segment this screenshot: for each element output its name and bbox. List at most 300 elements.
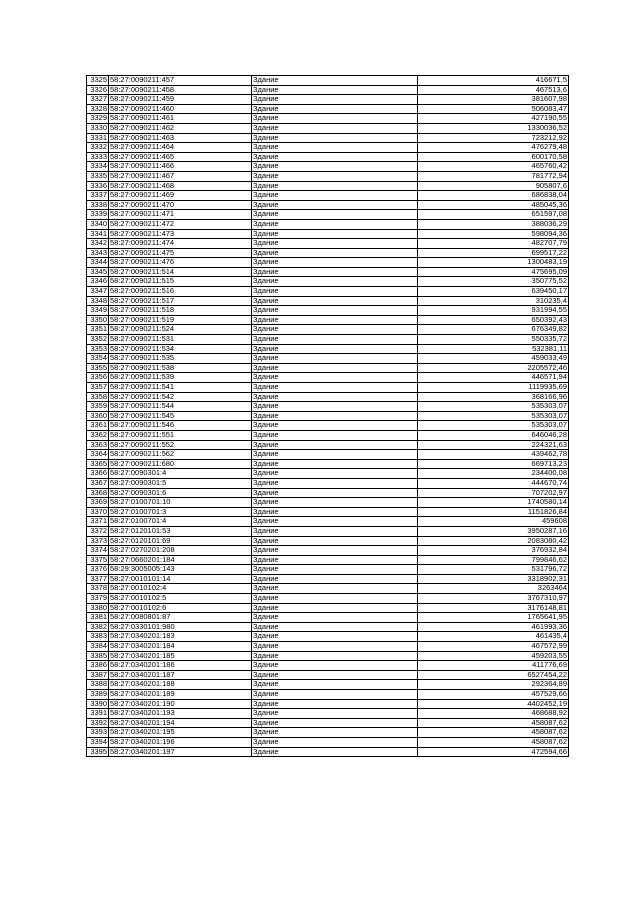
table-row (87, 718, 569, 728)
row-number-cell: 3388 (87, 680, 109, 690)
cadastral-number-cell: 58:27:0100701:4 (109, 517, 252, 527)
row-number-cell: 3332 (87, 143, 109, 153)
table-row (87, 488, 569, 498)
object-type-cell: Здание (252, 373, 418, 383)
cadastral-number-cell: 58:27:0120101:69 (109, 536, 252, 546)
cadastral-number-cell: 58:27:0090211:468 (109, 181, 252, 191)
value-cell: 1300483,19 (418, 258, 569, 268)
object-type-cell: Здание (252, 143, 418, 153)
value-cell: 416671,5 (418, 76, 569, 86)
object-type-cell: Здание (252, 574, 418, 584)
cadastral-number-cell: 58:27:0340201:187 (109, 670, 252, 680)
row-number-cell: 3394 (87, 737, 109, 747)
cadastral-number-cell: 58:27:0340201:184 (109, 642, 252, 652)
row-number-cell: 3376 (87, 565, 109, 575)
row-number-cell: 3369 (87, 498, 109, 508)
object-type-cell: Здание (252, 354, 418, 364)
object-type-cell: Здание (252, 430, 418, 440)
value-cell: 224321,63 (418, 440, 569, 450)
value-cell: 550335,72 (418, 335, 569, 345)
cadastral-number-cell: 58:27:0010102:5 (109, 594, 252, 604)
table-row (87, 478, 569, 488)
row-number-cell: 3352 (87, 335, 109, 345)
cadastral-number-cell: 58:27:0090211:473 (109, 229, 252, 239)
table-row (87, 325, 569, 335)
table-row (87, 85, 569, 95)
object-type-cell: Здание (252, 440, 418, 450)
value-cell: 931994,55 (418, 306, 569, 316)
value-cell: 535303,07 (418, 411, 569, 421)
object-type-cell: Здание (252, 123, 418, 133)
value-cell: 446571,94 (418, 373, 569, 383)
row-number-cell: 3383 (87, 632, 109, 642)
row-number-cell: 3337 (87, 191, 109, 201)
value-cell: 3318902,31 (418, 574, 569, 584)
row-number-cell: 3367 (87, 478, 109, 488)
table-row (87, 402, 569, 412)
table-row (87, 133, 569, 143)
table-row (87, 200, 569, 210)
row-number-cell: 3368 (87, 488, 109, 498)
object-type-cell: Здание (252, 699, 418, 709)
object-type-cell: Здание (252, 642, 418, 652)
object-type-cell: Здание (252, 114, 418, 124)
value-cell: 1740580,14 (418, 498, 569, 508)
table-row (87, 239, 569, 249)
table-row (87, 430, 569, 440)
value-cell: 467572,99 (418, 642, 569, 652)
value-cell: 482707,79 (418, 239, 569, 249)
object-type-cell: Здание (252, 315, 418, 325)
cadastral-number-cell: 58:27:0340201:197 (109, 747, 252, 757)
cadastral-number-cell: 58:27:0090211:475 (109, 248, 252, 258)
row-number-cell: 3359 (87, 402, 109, 412)
object-type-cell: Здание (252, 459, 418, 469)
table-row (87, 565, 569, 575)
value-cell: 458087,62 (418, 718, 569, 728)
row-number-cell: 3338 (87, 200, 109, 210)
value-cell: 475695,09 (418, 267, 569, 277)
value-cell: 381607,98 (418, 95, 569, 105)
cadastral-number-cell: 58:27:0010101:14 (109, 574, 252, 584)
cadastral-number-cell: 58:27:0120101:53 (109, 526, 252, 536)
cadastral-number-cell: 58:27:0090211:474 (109, 239, 252, 249)
table-row (87, 603, 569, 613)
row-number-cell: 3344 (87, 258, 109, 268)
cadastral-number-cell: 58:27:0090211:463 (109, 133, 252, 143)
object-type-cell: Здание (252, 526, 418, 536)
value-cell: 799846,62 (418, 555, 569, 565)
value-cell: 699517,22 (418, 248, 569, 258)
cadastral-number-cell: 58:27:0090211:472 (109, 219, 252, 229)
row-number-cell: 3334 (87, 162, 109, 172)
cadastral-number-cell: 58:27:0010102:6 (109, 603, 252, 613)
cadastral-number-cell: 58:27:0340201:185 (109, 651, 252, 661)
object-type-cell: Здание (252, 613, 418, 623)
table-row (87, 680, 569, 690)
table-row (87, 306, 569, 316)
value-cell: 461993,36 (418, 622, 569, 632)
table-row (87, 651, 569, 661)
cadastral-number-cell: 58:27:0090211:531 (109, 335, 252, 345)
value-cell: 388036,29 (418, 219, 569, 229)
table-row (87, 335, 569, 345)
row-number-cell: 3381 (87, 613, 109, 623)
row-number-cell: 3343 (87, 248, 109, 258)
table-row (87, 210, 569, 220)
row-number-cell: 3380 (87, 603, 109, 613)
row-number-cell: 3374 (87, 546, 109, 556)
value-cell: 234400,08 (418, 469, 569, 479)
object-type-cell: Здание (252, 411, 418, 421)
object-type-cell: Здание (252, 728, 418, 738)
value-cell: 3767310,97 (418, 594, 569, 604)
cadastral-number-cell: 58:27:0340201:193 (109, 709, 252, 719)
table-row (87, 181, 569, 191)
row-number-cell: 3362 (87, 430, 109, 440)
row-number-cell: 3360 (87, 411, 109, 421)
cadastral-number-cell: 58:27:0090211:467 (109, 171, 252, 181)
object-type-cell: Здание (252, 363, 418, 373)
object-type-cell: Здание (252, 344, 418, 354)
row-number-cell: 3336 (87, 181, 109, 191)
cadastral-number-cell: 58:27:0090211:546 (109, 421, 252, 431)
row-number-cell: 3382 (87, 622, 109, 632)
table-row (87, 277, 569, 287)
row-number-cell: 3333 (87, 152, 109, 162)
table-row (87, 661, 569, 671)
value-cell: 2205572,46 (418, 363, 569, 373)
value-cell: 646046,28 (418, 430, 569, 440)
table-row (87, 459, 569, 469)
value-cell: 444670,74 (418, 478, 569, 488)
row-number-cell: 3345 (87, 267, 109, 277)
table-row (87, 632, 569, 642)
value-cell: 368166,96 (418, 392, 569, 402)
object-type-cell: Здание (252, 747, 418, 757)
table-row (87, 373, 569, 383)
table-row (87, 670, 569, 680)
cadastral-number-cell: 58:27:0090211:542 (109, 392, 252, 402)
table-row (87, 469, 569, 479)
cadastral-number-cell: 58:27:0090301:4 (109, 469, 252, 479)
value-cell: 3950287,16 (418, 526, 569, 536)
object-type-cell: Здание (252, 737, 418, 747)
table-row (87, 315, 569, 325)
row-number-cell: 3364 (87, 450, 109, 460)
cadastral-number-cell: 58:27:0090211:524 (109, 325, 252, 335)
value-cell: 532381,11 (418, 344, 569, 354)
row-number-cell: 3363 (87, 440, 109, 450)
value-cell: 2083080,42 (418, 536, 569, 546)
object-type-cell: Здание (252, 229, 418, 239)
value-cell: 350775,52 (418, 277, 569, 287)
row-number-cell: 3384 (87, 642, 109, 652)
row-number-cell: 3331 (87, 133, 109, 143)
object-type-cell: Здание (252, 383, 418, 393)
object-type-cell: Здание (252, 162, 418, 172)
object-type-cell: Здание (252, 469, 418, 479)
table-body (87, 76, 569, 757)
table-row (87, 392, 569, 402)
object-type-cell: Здание (252, 680, 418, 690)
table-row (87, 258, 569, 268)
object-type-cell: Здание (252, 670, 418, 680)
table-row (87, 690, 569, 700)
value-cell: 310235,4 (418, 296, 569, 306)
table-row (87, 699, 569, 709)
value-cell: 669713,23 (418, 459, 569, 469)
table-row (87, 526, 569, 536)
value-cell: 457529,66 (418, 690, 569, 700)
cadastral-number-cell: 58:27:0090211:476 (109, 258, 252, 268)
object-type-cell: Здание (252, 718, 418, 728)
table-row (87, 584, 569, 594)
table-row (87, 344, 569, 354)
table-row (87, 709, 569, 719)
object-type-cell: Здание (252, 306, 418, 316)
cadastral-number-cell: 58:27:0090211:460 (109, 104, 252, 114)
value-cell: 1119935,69 (418, 383, 569, 393)
cadastral-number-cell: 58:27:0340201:183 (109, 632, 252, 642)
cadastral-number-cell: 58:27:0090211:464 (109, 143, 252, 153)
table-row (87, 114, 569, 124)
value-cell: 468688,92 (418, 709, 569, 719)
table-row (87, 440, 569, 450)
cadastral-number-cell: 58:27:0340201:188 (109, 680, 252, 690)
row-number-cell: 3357 (87, 383, 109, 393)
table-row (87, 95, 569, 105)
cadastral-number-cell: 58:27:0330101:980 (109, 622, 252, 632)
object-type-cell: Здание (252, 651, 418, 661)
object-type-cell: Здание (252, 603, 418, 613)
table-row (87, 574, 569, 584)
object-type-cell: Здание (252, 85, 418, 95)
value-cell: 467513,6 (418, 85, 569, 95)
cadastral-number-cell: 58:27:0090211:535 (109, 354, 252, 364)
value-cell: 458087,62 (418, 728, 569, 738)
cadastral-number-cell: 58:27:0090211:514 (109, 267, 252, 277)
cadastral-number-cell: 58:27:0090211:516 (109, 287, 252, 297)
object-type-cell: Здание (252, 536, 418, 546)
row-number-cell: 3386 (87, 661, 109, 671)
row-number-cell: 3378 (87, 584, 109, 594)
object-type-cell: Здание (252, 296, 418, 306)
value-cell: 376932,84 (418, 546, 569, 556)
value-cell: 458087,62 (418, 737, 569, 747)
row-number-cell: 3372 (87, 526, 109, 536)
object-type-cell: Здание (252, 104, 418, 114)
row-number-cell: 3347 (87, 287, 109, 297)
table-row (87, 171, 569, 181)
value-cell: 650392,43 (418, 315, 569, 325)
table-row (87, 287, 569, 297)
object-type-cell: Здание (252, 335, 418, 345)
value-cell: 459203,55 (418, 651, 569, 661)
row-number-cell: 3361 (87, 421, 109, 431)
cadastral-number-cell: 58:27:0090211:458 (109, 85, 252, 95)
row-number-cell: 3341 (87, 229, 109, 239)
cadastral-number-cell: 58:27:0090211:680 (109, 459, 252, 469)
row-number-cell: 3326 (87, 85, 109, 95)
value-cell: 461435,4 (418, 632, 569, 642)
value-cell: 4402452,19 (418, 699, 569, 709)
object-type-cell: Здание (252, 421, 418, 431)
object-type-cell: Здание (252, 181, 418, 191)
row-number-cell: 3393 (87, 728, 109, 738)
table-row (87, 450, 569, 460)
cadastral-number-cell: 58:27:0090211:518 (109, 306, 252, 316)
row-number-cell: 3354 (87, 354, 109, 364)
row-number-cell: 3373 (87, 536, 109, 546)
row-number-cell: 3355 (87, 363, 109, 373)
row-number-cell: 3351 (87, 325, 109, 335)
cadastral-number-cell: 58:27:0090211:462 (109, 123, 252, 133)
table-row (87, 622, 569, 632)
value-cell: 6527454,22 (418, 670, 569, 680)
object-type-cell: Здание (252, 498, 418, 508)
row-number-cell: 3328 (87, 104, 109, 114)
cadastral-number-cell: 58:27:0340201:196 (109, 737, 252, 747)
object-type-cell: Здание (252, 565, 418, 575)
table-row (87, 613, 569, 623)
table-row (87, 123, 569, 133)
value-cell: 506083,47 (418, 104, 569, 114)
value-cell: 472594,66 (418, 747, 569, 757)
cadastral-number-cell: 58:27:0090211:551 (109, 430, 252, 440)
value-cell: 598094,36 (418, 229, 569, 239)
object-type-cell: Здание (252, 76, 418, 86)
cadastral-number-cell: 58:27:0090211:466 (109, 162, 252, 172)
cadastral-number-cell: 58:27:0090211:517 (109, 296, 252, 306)
value-cell: 600170,58 (418, 152, 569, 162)
cadastral-number-cell: 58:27:0090211:469 (109, 191, 252, 201)
table-row (87, 152, 569, 162)
table-row (87, 191, 569, 201)
value-cell: 1765641,95 (418, 613, 569, 623)
cadastral-number-cell: 58:27:0340201:190 (109, 699, 252, 709)
value-cell: 411776,69 (418, 661, 569, 671)
cadastral-number-cell: 58:27:0100701:10 (109, 498, 252, 508)
value-cell: 686838,04 (418, 191, 569, 201)
table-row (87, 411, 569, 421)
row-number-cell: 3358 (87, 392, 109, 402)
object-type-cell: Здание (252, 622, 418, 632)
cadastral-number-cell: 58:27:0010102:4 (109, 584, 252, 594)
row-number-cell: 3387 (87, 670, 109, 680)
cadastral-number-cell: 58:27:0090301:6 (109, 488, 252, 498)
table-row (87, 728, 569, 738)
cadastral-number-cell: 58:27:0100701:3 (109, 507, 252, 517)
cadastral-number-cell: 58:27:0090211:552 (109, 440, 252, 450)
row-number-cell: 3379 (87, 594, 109, 604)
value-cell: 781772,94 (418, 171, 569, 181)
cadastral-number-cell: 58:27:0340201:195 (109, 728, 252, 738)
table-row (87, 363, 569, 373)
row-number-cell: 3330 (87, 123, 109, 133)
value-cell: 676349,82 (418, 325, 569, 335)
cadastral-number-cell: 58:27:0090211:515 (109, 277, 252, 287)
object-type-cell: Здание (252, 632, 418, 642)
object-type-cell: Здание (252, 392, 418, 402)
object-type-cell: Здание (252, 709, 418, 719)
cadastral-number-cell: 58:27:0090211:461 (109, 114, 252, 124)
cadastral-number-cell: 58:27:0090211:538 (109, 363, 252, 373)
row-number-cell: 3356 (87, 373, 109, 383)
value-cell: 292364,89 (418, 680, 569, 690)
table-row (87, 517, 569, 527)
object-type-cell: Здание (252, 287, 418, 297)
value-cell: 459033,49 (418, 354, 569, 364)
table-row (87, 162, 569, 172)
table-row (87, 507, 569, 517)
object-type-cell: Здание (252, 450, 418, 460)
object-type-cell: Здание (252, 133, 418, 143)
table-row (87, 296, 569, 306)
row-number-cell: 3329 (87, 114, 109, 124)
row-number-cell: 3389 (87, 690, 109, 700)
row-number-cell: 3375 (87, 555, 109, 565)
value-cell: 905807,6 (418, 181, 569, 191)
cadastral-number-cell: 58:27:0090211:545 (109, 411, 252, 421)
row-number-cell: 3350 (87, 315, 109, 325)
table-row (87, 267, 569, 277)
table-row (87, 219, 569, 229)
row-number-cell: 3377 (87, 574, 109, 584)
object-type-cell: Здание (252, 95, 418, 105)
object-type-cell: Здание (252, 555, 418, 565)
cadastral-number-cell: 58:27:0090211:539 (109, 373, 252, 383)
row-number-cell: 3346 (87, 277, 109, 287)
row-number-cell: 3348 (87, 296, 109, 306)
value-cell: 459608 (418, 517, 569, 527)
value-cell: 535303,07 (418, 402, 569, 412)
row-number-cell: 3335 (87, 171, 109, 181)
object-type-cell: Здание (252, 210, 418, 220)
cadastral-number-cell: 58:27:0090211:465 (109, 152, 252, 162)
cadastral-number-cell: 58:27:0090211:470 (109, 200, 252, 210)
cadastral-number-cell: 58:27:0340201:189 (109, 690, 252, 700)
row-number-cell: 3390 (87, 699, 109, 709)
value-cell: 651597,08 (418, 210, 569, 220)
row-number-cell: 3353 (87, 344, 109, 354)
row-number-cell: 3340 (87, 219, 109, 229)
value-cell: 3176148,81 (418, 603, 569, 613)
row-number-cell: 3342 (87, 239, 109, 249)
object-type-cell: Здание (252, 191, 418, 201)
value-cell: 1330036,52 (418, 123, 569, 133)
value-cell: 535303,07 (418, 421, 569, 431)
object-type-cell: Здание (252, 219, 418, 229)
row-number-cell: 3325 (87, 76, 109, 86)
row-number-cell: 3339 (87, 210, 109, 220)
object-type-cell: Здание (252, 546, 418, 556)
object-type-cell: Здание (252, 267, 418, 277)
object-type-cell: Здание (252, 690, 418, 700)
value-cell: 439462,78 (418, 450, 569, 460)
cadastral-number-cell: 58:27:0270201:208 (109, 546, 252, 556)
value-cell: 465760,42 (418, 162, 569, 172)
value-cell: 427190,55 (418, 114, 569, 124)
row-number-cell: 3371 (87, 517, 109, 527)
object-type-cell: Здание (252, 258, 418, 268)
table-row (87, 546, 569, 556)
object-type-cell: Здание (252, 661, 418, 671)
cadastral-number-cell: 58:27:0090211:544 (109, 402, 252, 412)
table-row (87, 555, 569, 565)
table-row (87, 737, 569, 747)
table-row (87, 747, 569, 757)
